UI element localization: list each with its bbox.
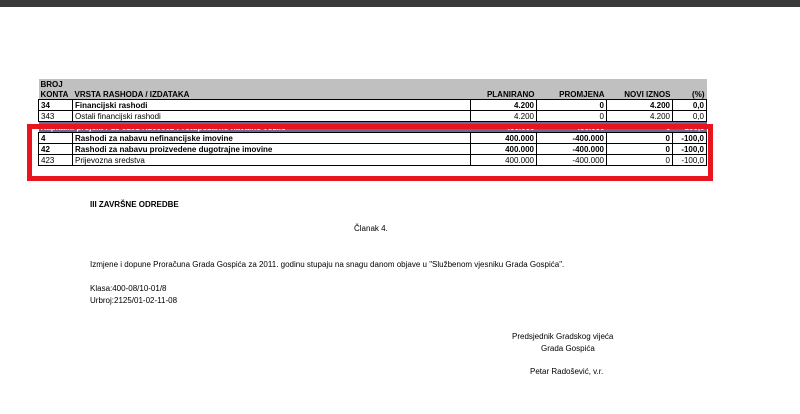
highlight-rectangle <box>27 124 713 181</box>
row-novi: 4.200 <box>607 111 673 122</box>
row-promjena: -400.000 <box>537 122 607 133</box>
row-pct: 0,0 <box>673 111 707 122</box>
row-konto: 42 <box>39 144 73 155</box>
header-vrsta: VRSTA RASHODA / IZDATAKA <box>73 89 471 100</box>
row-pct: -100,0 <box>673 144 707 155</box>
table-row <box>39 111 707 122</box>
row-promjena: 0 <box>537 111 607 122</box>
row-planirano: 400.000 <box>471 133 537 144</box>
row-pct: -100,0 <box>673 155 707 166</box>
row-opis: Rashodi za nabavu nefinancijske imovine <box>73 133 471 144</box>
row-opis: Prijevozna sredstva <box>73 155 471 166</box>
row-konto: 343 <box>39 111 73 122</box>
row-pct: 0,0 <box>673 100 707 111</box>
row-konto: 4 <box>39 133 73 144</box>
row-pct: -100,0 <box>673 133 707 144</box>
row-planirano: 400.000 <box>471 144 537 155</box>
header-planirano: PLANIRANO <box>471 89 537 100</box>
row-pct: -100,0 <box>673 122 707 133</box>
row-promjena: 0 <box>537 100 607 111</box>
signer-name: Petar Radošević, v.r. <box>530 367 604 376</box>
row-novi: 0 <box>607 144 673 155</box>
signer-title: Predsjednik Gradskog vijeća <box>512 332 614 341</box>
signer-city: Grada Gospića <box>541 344 595 353</box>
table-row <box>39 100 707 111</box>
header-novi-iznos: NOVI IZNOS <box>607 89 673 100</box>
row-novi: 4.200 <box>607 100 673 111</box>
project-title: Kapitalni projekt P13 0101 K100002 Protupožarno navalno vozilo <box>39 122 471 133</box>
row-konto: 34 <box>39 100 73 111</box>
row-opis: Rashodi za nabavu proizvedene dugotrajne imovine <box>73 144 471 155</box>
row-novi: 0 <box>607 155 673 166</box>
article-heading: Članak 4. <box>354 224 388 233</box>
top-bar <box>0 0 800 7</box>
header-broj: BROJ <box>39 79 73 89</box>
table-header-row-1 <box>39 79 707 89</box>
row-konto: 423 <box>39 155 73 166</box>
header-postotak: (%) <box>673 89 707 100</box>
header-konta: KONTA <box>39 89 73 100</box>
urbroj-text: Urbroj:2125/01-02-11-08 <box>90 296 178 305</box>
row-planirano: 4.200 <box>471 100 537 111</box>
row-planirano: 4.200 <box>471 111 537 122</box>
row-promjena: -400.000 <box>537 133 607 144</box>
row-novi: 0 <box>607 122 673 133</box>
row-planirano: 400.000 <box>471 122 537 133</box>
row-novi: 0 <box>607 133 673 144</box>
row-promjena: -400.000 <box>537 144 607 155</box>
paragraph-text: Izmjene i dopune Proračuna Grada Gospića za 2011. godinu stupaju na snagu danom objave u "Službenom vjesniku Grada Gospića". <box>90 260 565 269</box>
table-header-row-2 <box>39 89 707 100</box>
row-promjena: -400.000 <box>537 155 607 166</box>
klasa-text: Klasa:400-08/10-01/8 <box>90 284 167 293</box>
header-promjena: PROMJENA <box>537 89 607 100</box>
row-opis: Ostali financijski rashodi <box>73 111 471 122</box>
row-planirano: 400.000 <box>471 155 537 166</box>
row-opis: Financijski rashodi <box>73 100 471 111</box>
section-title: III ZAVRŠNE ODREDBE <box>90 200 179 209</box>
